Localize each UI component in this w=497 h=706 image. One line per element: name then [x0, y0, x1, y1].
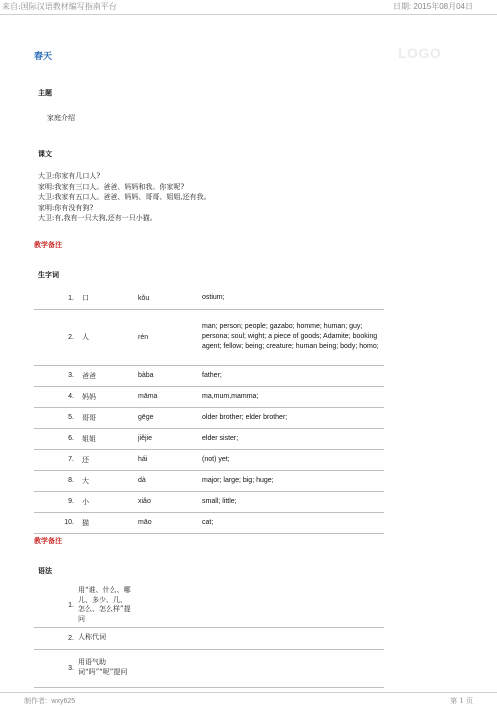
table-row: [34, 649, 384, 687]
row-number: 1.: [34, 584, 76, 627]
dialogue-line: 大卫:你家有几口人?: [38, 172, 101, 180]
source-text: 来自:国际汉语教材编写指南平台: [2, 2, 117, 11]
page-header: [0, 0, 497, 15]
grammar-table: [34, 584, 384, 688]
hanzi-cell: 哥哥: [76, 407, 138, 428]
row-number: 2.: [34, 309, 76, 365]
hanzi-cell: 还: [76, 449, 138, 470]
author-label: 制作者:: [24, 698, 47, 705]
hanzi-cell: 口: [76, 288, 138, 309]
table-row: [34, 309, 384, 365]
row-number: 3.: [34, 649, 76, 687]
table-row: [34, 288, 384, 309]
table-row: [34, 470, 384, 491]
row-number: 8.: [34, 470, 76, 491]
page-title: 春天: [34, 52, 53, 62]
page-number: 第 1 页: [450, 697, 473, 705]
table-row: [34, 491, 384, 512]
hanzi-cell: 人: [76, 309, 138, 365]
hanzi-cell: 小: [76, 491, 138, 512]
row-number: 2.: [34, 627, 76, 649]
table-row: [34, 365, 384, 386]
hanzi-cell: 姐姐: [76, 428, 138, 449]
grammar-point: 用语气助词“吗”“呢”提问: [78, 658, 128, 676]
meaning-cell: ostium;: [202, 288, 384, 309]
hanzi-cell: 妈妈: [76, 386, 138, 407]
pinyin-cell: kǒu: [138, 288, 202, 309]
table-row: [34, 386, 384, 407]
meaning-cell: cat;: [202, 512, 384, 533]
meaning-cell: father;: [202, 365, 384, 386]
meaning-cell: (not) yet;: [202, 449, 384, 470]
hanzi-cell: 猫: [76, 512, 138, 533]
row-number: 5.: [34, 407, 76, 428]
hanzi-cell: 大: [76, 470, 138, 491]
meaning-cell: older brother; elder brother;: [202, 407, 384, 428]
pinyin-cell: xiǎo: [138, 491, 202, 512]
date-text: 日期: 2015年08月04日: [392, 2, 473, 11]
pinyin-cell: jiějie: [138, 428, 202, 449]
pinyin-cell: bàba: [138, 365, 202, 386]
dialogue-line: 大卫:我家有五口人。爸爸、妈妈、哥哥、姐姐,还有我。: [38, 193, 211, 202]
row-number: 7.: [34, 449, 76, 470]
teaching-note-label: 教学备注: [34, 240, 62, 249]
dialogue: [38, 171, 211, 224]
meaning-cell: ma,mum,mamma;: [202, 386, 384, 407]
grammar-point: 人称代词: [76, 627, 384, 649]
row-number: 3.: [34, 365, 76, 386]
vocab-table: [34, 288, 384, 534]
grammar-heading: 语法: [38, 566, 52, 575]
dialogue-line: 家明:你有没有狗?: [38, 203, 94, 212]
page-footer: [0, 692, 497, 706]
grammar-point: 用“谁、什么、哪儿、多少、几、怎么、怎么样”提问: [78, 586, 131, 623]
table-row: [34, 428, 384, 449]
hanzi-cell: 爸爸: [76, 365, 138, 386]
author-name: wxy625: [51, 698, 76, 705]
pinyin-cell: māma: [138, 386, 202, 407]
table-row: [34, 627, 384, 649]
pinyin-cell: dà: [138, 470, 202, 491]
topic-heading: 主题: [38, 88, 52, 97]
pinyin-cell: rén: [138, 309, 202, 365]
vocab-heading: 生字词: [38, 270, 59, 279]
table-row: [34, 512, 384, 533]
row-number: 9.: [34, 491, 76, 512]
pinyin-cell: gēge: [138, 407, 202, 428]
table-row: [34, 407, 384, 428]
topic-text: 家庭介绍: [47, 114, 75, 122]
meaning-cell: small; little;: [202, 491, 384, 512]
row-number: 6.: [34, 428, 76, 449]
pinyin-cell: hái: [138, 449, 202, 470]
row-number: 1.: [34, 288, 76, 309]
logo: LOGO: [398, 45, 442, 61]
teaching-note-label: 教学备注: [34, 536, 62, 545]
meaning-cell: man; person; people; gazabo; homme; human; guy; persona; soul; wight; a piece of goods; Adamite; booking agent; fellow; being; creature; human being; body; homo;: [202, 309, 384, 365]
text-heading: 课文: [38, 149, 52, 158]
pinyin-cell: māo: [138, 512, 202, 533]
meaning-cell: elder sister;: [202, 428, 384, 449]
table-row: [34, 449, 384, 470]
row-number: 4.: [34, 386, 76, 407]
meaning-cell: major; large; big; huge;: [202, 470, 384, 491]
table-row: [34, 584, 384, 627]
dialogue-line: 家明:我家有三口人。爸爸、妈妈和我。你家呢?: [38, 182, 185, 191]
row-number: 10.: [34, 512, 76, 533]
dialogue-line: 大卫:有,我有一只大狗,还有一只小猫。: [38, 214, 157, 223]
